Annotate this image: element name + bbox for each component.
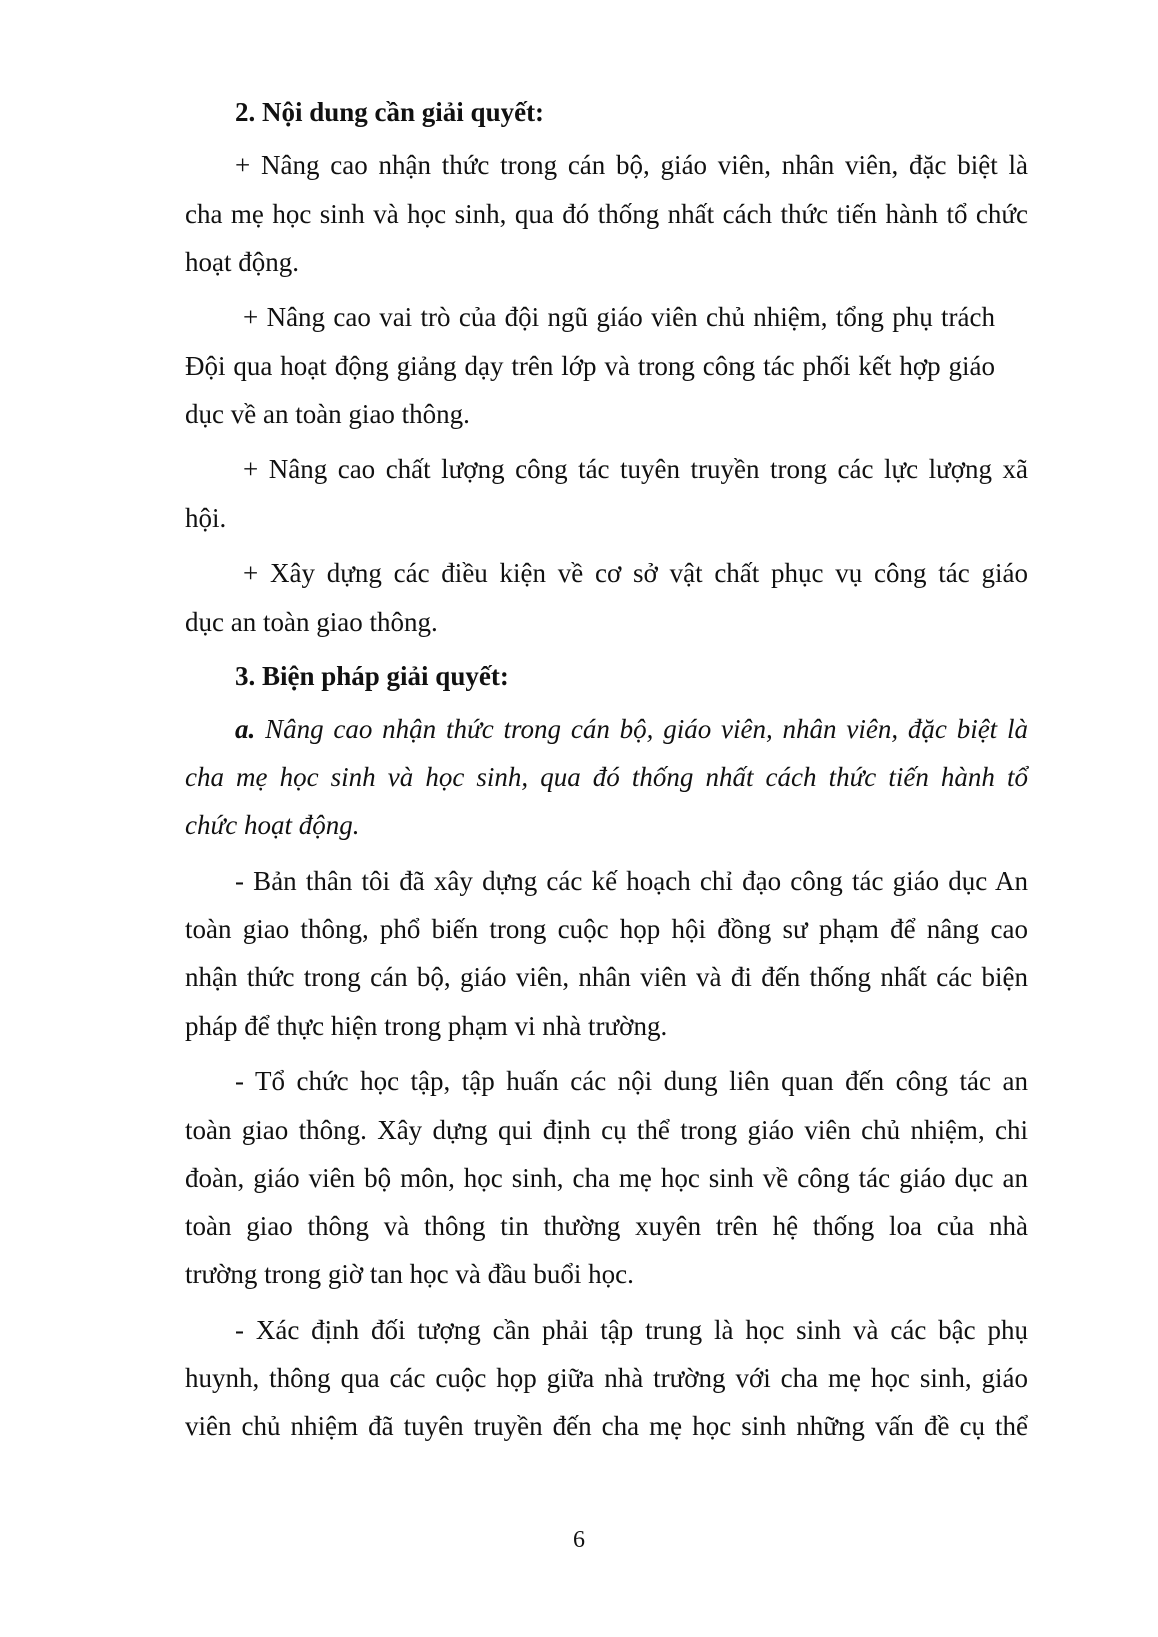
s3-para-2-line-5: trường trong giờ tan học và đầu buổi học. — [185, 1259, 634, 1289]
s2-item-3-line-2: hội. — [185, 503, 227, 533]
s2-item-1-line-3: hoạt động. — [185, 247, 299, 277]
page-number: 6 — [573, 1527, 585, 1553]
s3-sub-a-text: Nâng cao nhận thức trong cán bộ, giáo viên, nhân viên, đặc biệt là — [255, 714, 1028, 744]
s3-para-2-line-2: toàn giao thông. Xây dựng qui định cụ thể trong giáo viên chủ nhiệm, chi — [185, 1115, 1028, 1145]
s3-para-3-line-1: - Xác định đối tượng cần phải tập trung là học sinh và các bậc phụ — [235, 1315, 1028, 1345]
section-3-heading: 3. Biện pháp giải quyết: — [235, 661, 509, 691]
s2-item-1-line-1: + Nâng cao nhận thức trong cán bộ, giáo viên, nhân viên, đặc biệt là — [235, 150, 1028, 180]
s3-para-1-line-4: pháp để thực hiện trong phạm vi nhà trường. — [185, 1011, 668, 1041]
s3-sub-a-label: a. — [235, 714, 256, 744]
section-2-heading: 2. Nội dung cần giải quyết: — [235, 97, 545, 127]
s3-para-1-line-2: toàn giao thông, phổ biến trong cuộc họp hội đồng sư phạm để nâng cao — [185, 914, 1028, 944]
s2-item-4-line-1: + Xây dựng các điều kiện về cơ sở vật chất phục vụ công tác giáo — [243, 558, 1028, 588]
s3-sub-a-line-2: cha mẹ học sinh và học sinh, qua đó thống nhất cách thức tiến hành tổ — [185, 762, 1028, 792]
s2-item-2-line-2: Đội qua hoạt động giảng dạy trên lớp và trong công tác phối kết hợp giáo — [185, 351, 995, 381]
s3-para-2-line-4: toàn giao thông và thông tin thường xuyên trên hệ thống loa của nhà — [185, 1211, 1028, 1241]
s3-sub-a-line-3: chức hoạt động. — [185, 810, 360, 840]
s3-para-2-line-1: - Tổ chức học tập, tập huấn các nội dung liên quan đến công tác an — [235, 1066, 1028, 1096]
s2-item-2-line-3: dục về an toàn giao thông. — [185, 399, 470, 429]
s3-para-3-line-2: huynh, thông qua các cuộc họp giữa nhà trường với cha mẹ học sinh, giáo — [185, 1363, 1028, 1393]
s2-item-4-line-2: dục an toàn giao thông. — [185, 607, 438, 637]
s3-para-1-line-1: - Bản thân tôi đã xây dựng các kế hoạch chỉ đạo công tác giáo dục An — [235, 866, 1028, 896]
s3-para-1-line-3: nhận thức trong cán bộ, giáo viên, nhân viên và đi đến thống nhất các biện — [185, 962, 1028, 992]
s2-item-2-line-1: + Nâng cao vai trò của đội ngũ giáo viên chủ nhiệm, tổng phụ trách — [243, 302, 995, 332]
s3-para-3-line-3: viên chủ nhiệm đã tuyên truyền đến cha mẹ học sinh những vấn đề cụ thể — [185, 1411, 1028, 1441]
s2-item-3-line-1: + Nâng cao chất lượng công tác tuyên truyền trong các lực lượng xã — [243, 454, 1028, 484]
s3-para-2-line-3: đoàn, giáo viên bộ môn, học sinh, cha mẹ học sinh về công tác giáo dục an — [185, 1163, 1028, 1193]
s3-sub-a-line-1 — [235, 712, 1028, 746]
s2-item-1-line-2: cha mẹ học sinh và học sinh, qua đó thống nhất cách thức tiến hành tổ chức — [185, 199, 1028, 229]
